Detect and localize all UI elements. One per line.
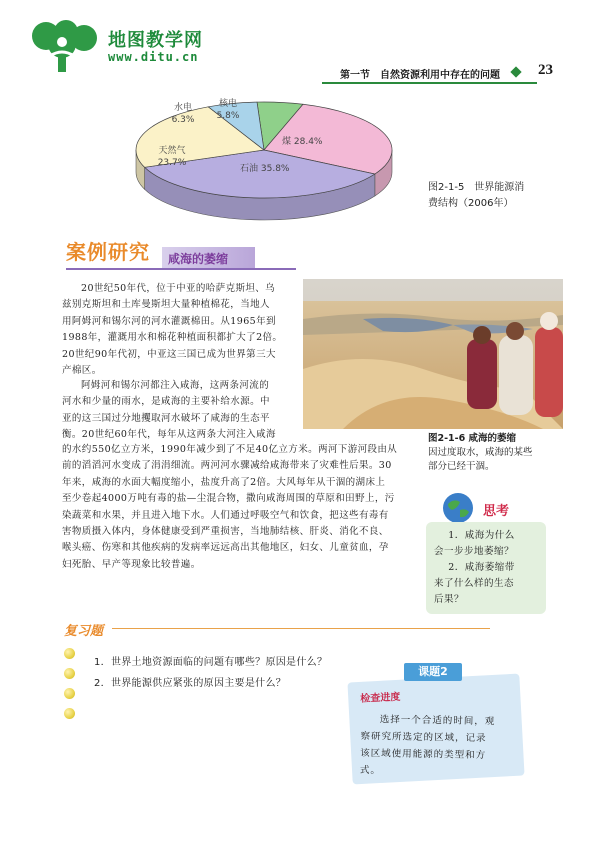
topic-tab: 课题2 — [404, 663, 462, 681]
bullet-icon — [64, 708, 75, 719]
case-study-heading: 案例研究 — [66, 240, 150, 264]
section-label: 第一节 — [340, 70, 370, 81]
section-title: 自然资源利用中存在的问题 — [380, 70, 500, 81]
topic-card — [347, 674, 524, 785]
header-rule — [322, 82, 537, 84]
bullet-icon — [64, 668, 75, 679]
site-url: www.ditu.cn — [108, 50, 199, 64]
aral-sea-photo — [303, 279, 563, 429]
topic-subtitle: 检查进度 — [360, 691, 401, 705]
bullet-icon — [64, 648, 75, 659]
think-box: 1．咸海为什么 会一步步地萎缩？ 2．咸海萎缩带 来了什么样的生态 后果？ — [426, 522, 546, 614]
site-logo — [22, 20, 104, 76]
pie-label-oil: 石油 35.8% — [240, 164, 290, 174]
review-heading: 复习题 — [64, 624, 104, 639]
think-heading: 思考 — [483, 504, 510, 519]
paragraph-2-top: 阿姆河和锡尔河都注入咸海，这两条河流的 河水和少量的雨水，是咸海的主要补给水源。中 亚的这三国过分地攫取河水破坏了咸海的生态平 衡。20世纪60年代，每年从这两条大河注入咸海 — [62, 380, 276, 441]
photo-caption: 图2-1-6 咸海的萎缩 因过度取水，咸海的某些 部分已经干涸。 — [428, 433, 533, 472]
page-number: 23 — [538, 62, 553, 78]
site-name: 地图教学网 — [108, 30, 203, 51]
case-study-subtitle: 咸海的萎缩 — [168, 252, 229, 266]
pie-label-gas: 天然气 23.7% — [157, 146, 187, 168]
pie-label-nuclear: 核电 5.8% — [216, 99, 240, 121]
review-rule — [112, 628, 490, 629]
pie-label-coal: 煤 28.4% — [282, 137, 323, 147]
figure-caption: 图2-1-5 世界能源消 费结构（2006年） — [428, 182, 525, 209]
header-diamond-icon — [510, 66, 521, 77]
topic-text: 选择一个合适的时间，观 察研究所选定的区域，记录 该区域使用能源的类型和方 式。 — [359, 714, 496, 777]
paragraph-1: 20世纪50年代，位于中亚的哈萨克斯坦、乌 兹别克斯坦和土库曼斯坦大量种植棉花，当地人 用阿姆河和锡尔河的河水灌溉棉田。从1965年到 1988年，灌溉用水和棉花种植面积都扩大了2倍。 20世纪90年代初，中亚这三国已成为世界第三大 产棉区。 — [62, 283, 283, 377]
paragraph-2-rest: 的水约550亿立方米，1990年减少到了不足40亿立方米。两河下游河段由从 前的滔滔河水变成了涓涓细流。两河河水骤减给咸海带来了灾难性后果。30 年来，咸海的水面大幅度缩小，盐度升高了2倍。大风每年从干涸的湖床上 至少卷起4000万吨有毒的盐—尘混合物，撒向咸海周围的草原和田野上，污 染蔬菜和水果，并且进入地下水。人们通过呼吸空气和饮食，把这些有毒有 害物质摄入体内，身体健康受到严重损害，当地肺结核、肝炎、消化不良、 喉头癌、伤寒和其他疾病的发病率远远高出其他地区，妇女、儿童贫血，孕 妇死胎、早产等现象比较普遍。 — [62, 444, 398, 570]
globe-icon — [442, 492, 474, 524]
review-question-2: 2．世界能源供应紧张的原因主要是什么？ — [94, 678, 287, 689]
case-divider — [66, 268, 296, 270]
review-question-1: 1．世界土地资源面临的问题有哪些？原因是什么？ — [94, 657, 328, 668]
bullet-icon — [64, 688, 75, 699]
pie-label-hydro: 水电 6.3% — [171, 103, 195, 125]
